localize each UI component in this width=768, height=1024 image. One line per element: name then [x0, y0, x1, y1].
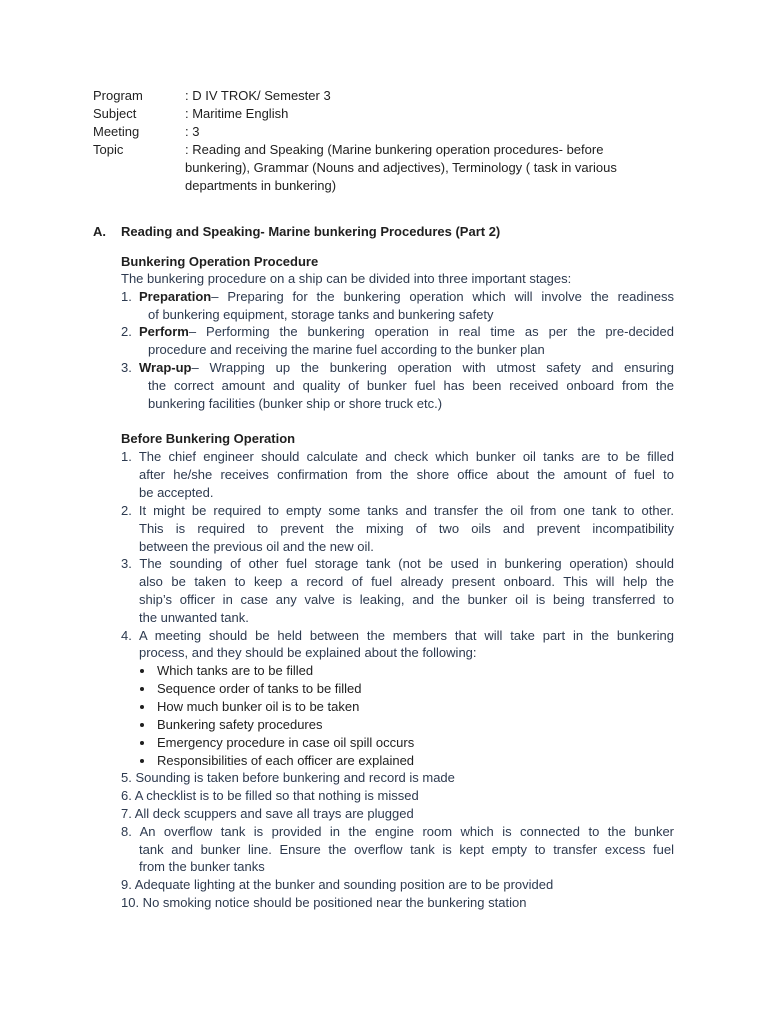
bullet-dot-icon: [140, 705, 144, 709]
program-value: : D IV TROK/ Semester 3: [185, 88, 331, 103]
bullet-item: Which tanks are to be filled: [157, 663, 314, 678]
stage-line: procedure and receiving the marine fuel according to the bunker plan: [148, 342, 545, 357]
subject-label: Subject: [93, 106, 137, 121]
bullet-item: How much bunker oil is to be taken: [157, 699, 360, 714]
meeting-label: Meeting: [93, 124, 140, 139]
stage-number: 2.: [121, 324, 132, 339]
list-item: 4. A meeting should be held between the members that will take part in the bunkering: [121, 628, 674, 643]
program-label: Program: [93, 88, 143, 103]
list-item: after he/she receives confirmation from the shore office about the amount of fuel to: [139, 467, 674, 482]
list-item: 7. All deck scuppers and save all trays are plugged: [121, 806, 414, 821]
list-item: from the bunker tanks: [139, 859, 265, 874]
stage-line: Perform– Performing the bunkering operation in real time as per the pre-decided: [139, 324, 674, 339]
topic-line: : Reading and Speaking (Marine bunkering operation procedures- before: [185, 142, 604, 157]
stage-number: 1.: [121, 289, 132, 304]
list-item: 10. No smoking notice should be positioned near the bunkering station: [121, 895, 527, 910]
list-item: 5. Sounding is taken before bunkering and record is made: [121, 770, 455, 785]
list-item: 9. Adequate lighting at the bunker and sounding position are to be provided: [121, 877, 554, 892]
list-item: tank and bunker line. Ensure the overflow tank is kept empty to transfer excess fuel: [139, 842, 674, 857]
bullet-dot-icon: [140, 759, 144, 763]
stage-term: Wrap-up: [139, 360, 192, 375]
list-item: ship’s officer in case any valve is leaking, and the bunker oil is being transferred to: [139, 592, 674, 607]
list-item: This is required to prevent the mixing of two oils and prevent incompatibility: [139, 521, 674, 536]
list-item: be accepted.: [139, 485, 214, 500]
bullet-item: Bunkering safety procedures: [157, 717, 323, 732]
list-item: 6. A checklist is to be filled so that nothing is missed: [121, 788, 419, 803]
topic-line: departments in bunkering): [185, 178, 337, 193]
stage-term: Preparation: [139, 289, 212, 304]
list-item: 3. The sounding of other fuel storage tank (not be used in bunkering operation) should: [121, 556, 674, 571]
list-item: 2. It might be required to empty some tanks and transfer the oil from one tank to other.: [121, 503, 674, 518]
bullet-dot-icon: [140, 687, 144, 691]
subheading: Bunkering Operation Procedure: [121, 254, 319, 269]
list-item: the unwanted tank.: [139, 610, 249, 625]
bullet-dot-icon: [140, 741, 144, 745]
topic-label: Topic: [93, 142, 124, 157]
list-item: process, and they should be explained about the following:: [139, 645, 477, 660]
bullet-dot-icon: [140, 723, 144, 727]
section-title: Reading and Speaking- Marine bunkering Procedures (Part 2): [121, 224, 501, 239]
list-item: 1. The chief engineer should calculate and check which bunker oil tanks are to be filled: [121, 449, 674, 464]
bullet-item: Responsibilities of each officer are explained: [157, 753, 415, 768]
meeting-value: : 3: [185, 124, 200, 139]
stage-line: Wrap-up– Wrapping up the bunkering operation with utmost safety and ensuring: [139, 360, 674, 375]
bullet-item: Emergency procedure in case oil spill occurs: [157, 735, 415, 750]
stage-line: the correct amount and quality of bunker fuel has been received onboard from the: [148, 378, 674, 393]
list-item: 8. An overflow tank is provided in the engine room which is connected to the bunker: [121, 824, 674, 839]
before-heading: Before Bunkering Operation: [121, 431, 296, 446]
subject-value: : Maritime English: [185, 106, 289, 121]
stage-line: Preparation– Preparing for the bunkering operation which will involve the readiness: [139, 289, 674, 304]
list-item: also be taken to keep a record of fuel already present onboard. This will help the: [139, 574, 674, 589]
list-item: between the previous oil and the new oil.: [139, 539, 374, 554]
stage-line: bunkering facilities (bunker ship or shore truck etc.): [148, 396, 443, 411]
intro-text: The bunkering procedure on a ship can be divided into three important stages:: [121, 271, 572, 286]
bullet-dot-icon: [140, 669, 144, 673]
stage-term: Perform: [139, 324, 189, 339]
stage-number: 3.: [121, 360, 132, 375]
stage-line: of bunkering equipment, storage tanks and bunkering safety: [148, 307, 494, 322]
bullet-item: Sequence order of tanks to be filled: [157, 681, 362, 696]
topic-line: bunkering), Grammar (Nouns and adjectives), Terminology ( task in various: [185, 160, 617, 175]
section-letter: A.: [93, 224, 106, 239]
